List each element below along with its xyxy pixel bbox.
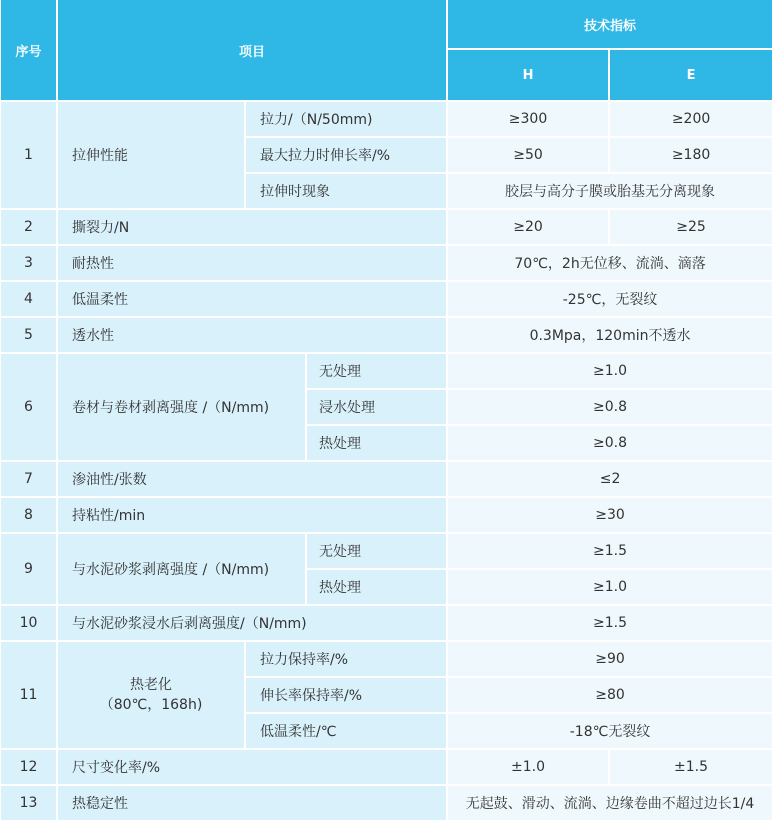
- sub-item-label: 伸长率保持率/%: [246, 678, 448, 714]
- value-h: ≥20: [448, 210, 610, 246]
- row-number: 13: [1, 786, 58, 822]
- table-row: [1, 786, 772, 822]
- table-row: [1, 354, 772, 390]
- item-label: 透水性: [58, 318, 448, 354]
- header-seq: 序号: [1, 0, 58, 102]
- header-h: H: [448, 50, 610, 102]
- spec-table: [1, 0, 772, 822]
- value-e: ≥25: [610, 210, 772, 246]
- value-merged: ≥1.5: [448, 534, 772, 570]
- sub-item-label: 最大拉力时伸长率/%: [246, 138, 448, 174]
- sub-item-label: 无处理: [307, 354, 448, 390]
- item-label-line2: （80℃，168h): [99, 697, 203, 713]
- table-row: [1, 318, 772, 354]
- value-merged: ≥0.8: [448, 390, 772, 426]
- value-merged: ≥30: [448, 498, 772, 534]
- sub-item-label: 拉力/（N/50mm): [246, 102, 448, 138]
- sub-item-label: 热处理: [307, 426, 448, 462]
- value-merged: ≥1.0: [448, 354, 772, 390]
- value-merged: 0.3Mpa，120min不透水: [448, 318, 772, 354]
- row-number: 5: [1, 318, 58, 354]
- value-merged: 无起鼓、滑动、流淌、边缘卷曲不超过边长1/4: [448, 786, 772, 822]
- table-row: [1, 246, 772, 282]
- table-row: [1, 282, 772, 318]
- row-number: 10: [1, 606, 58, 642]
- item-label: 低温柔性: [58, 282, 448, 318]
- value-merged: -18℃无裂纹: [448, 714, 772, 750]
- item-label: 与水泥砂浆浸水后剥离强度/（N/mm): [58, 606, 448, 642]
- value-e: ≥200: [610, 102, 772, 138]
- value-h: ≥50: [448, 138, 610, 174]
- item-label: 撕裂力/N: [58, 210, 448, 246]
- value-merged: ≥1.5: [448, 606, 772, 642]
- row-number: 2: [1, 210, 58, 246]
- item-label: [58, 642, 246, 750]
- value-merged: 70℃，2h无位移、流淌、滴落: [448, 246, 772, 282]
- value-merged: ≥0.8: [448, 426, 772, 462]
- sub-item-label: 无处理: [307, 534, 448, 570]
- table-row: [1, 534, 772, 570]
- value-merged: 胶层与高分子膜或胎基无分离现象: [448, 174, 772, 210]
- row-number: 3: [1, 246, 58, 282]
- table-row: [1, 498, 772, 534]
- value-merged: ≤2: [448, 462, 772, 498]
- sub-item-label: 热处理: [307, 570, 448, 606]
- header-item: 项目: [58, 0, 448, 102]
- value-h: ≥300: [448, 102, 610, 138]
- item-label: 耐热性: [58, 246, 448, 282]
- row-number: 4: [1, 282, 58, 318]
- table-row: [1, 750, 772, 786]
- table-row: [1, 462, 772, 498]
- sub-item-label: 拉力保持率/%: [246, 642, 448, 678]
- item-label: 持粘性/min: [58, 498, 448, 534]
- item-label: 卷材与卷材剥离强度 /（N/mm): [58, 354, 307, 462]
- value-e: ≥180: [610, 138, 772, 174]
- sub-item-label: 浸水处理: [307, 390, 448, 426]
- item-label: 与水泥砂浆剥离强度 /（N/mm): [58, 534, 307, 606]
- row-number: 12: [1, 750, 58, 786]
- row-number: 8: [1, 498, 58, 534]
- table-row: [1, 102, 772, 138]
- value-e: ±1.5: [610, 750, 772, 786]
- value-merged: -25℃，无裂纹: [448, 282, 772, 318]
- row-number: 11: [1, 642, 58, 750]
- sub-item-label: 拉伸时现象: [246, 174, 448, 210]
- table-row: [1, 642, 772, 678]
- item-label-line1: 热老化: [130, 677, 172, 693]
- header-e: E: [610, 50, 772, 102]
- row-number: 7: [1, 462, 58, 498]
- table-row: [1, 210, 772, 246]
- row-number: 6: [1, 354, 58, 462]
- value-merged: ≥80: [448, 678, 772, 714]
- table-row: [1, 606, 772, 642]
- row-number: 1: [1, 102, 58, 210]
- row-number: 9: [1, 534, 58, 606]
- header-tech-spec: 技术指标: [448, 0, 772, 50]
- item-label: 热稳定性: [58, 786, 448, 822]
- value-h: ±1.0: [448, 750, 610, 786]
- item-label: 渗油性/张数: [58, 462, 448, 498]
- item-label: 拉伸性能: [58, 102, 246, 210]
- item-label: 尺寸变化率/%: [58, 750, 448, 786]
- value-merged: ≥90: [448, 642, 772, 678]
- value-merged: ≥1.0: [448, 570, 772, 606]
- sub-item-label: 低温柔性/℃: [246, 714, 448, 750]
